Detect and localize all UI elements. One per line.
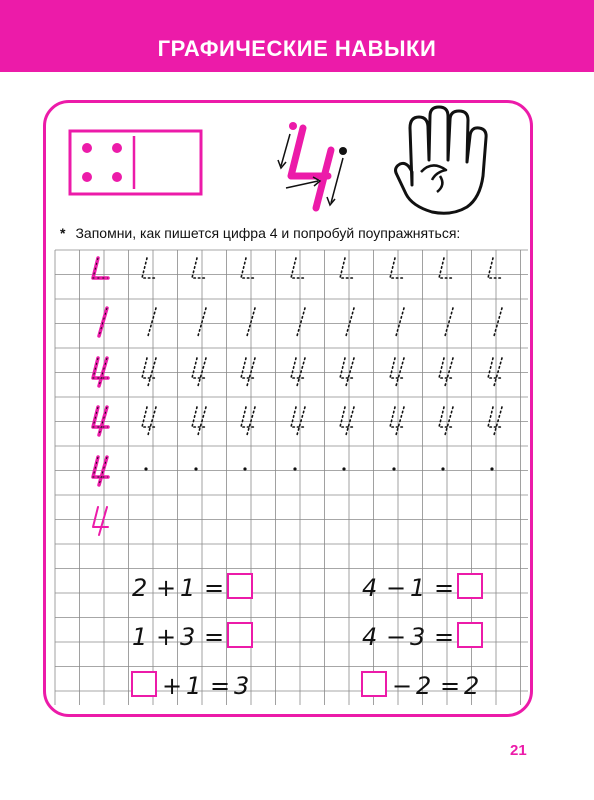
- operand-b: 1: [410, 574, 426, 602]
- dotted-digit-4: [192, 258, 207, 278]
- answer-box: [228, 623, 252, 647]
- dotted-digit-4: [346, 407, 354, 435]
- equals-sign: =: [440, 672, 461, 700]
- dotted-digit-4: [340, 258, 355, 278]
- equals-sign: =: [204, 574, 225, 602]
- dotted-digit-4: [192, 358, 207, 378]
- operator: −: [392, 672, 413, 700]
- start-dot: [293, 467, 296, 470]
- dotted-digit-4: [148, 308, 156, 336]
- dotted-digit-4: [494, 358, 502, 386]
- model-digit-4: [99, 407, 107, 435]
- page-number: 21: [510, 742, 527, 759]
- equals-sign: =: [434, 623, 455, 651]
- operand-a: 4: [362, 623, 378, 651]
- page-title: ГРАФИЧЕСКИЕ НАВЫКИ: [157, 36, 437, 61]
- operand-b: 2: [416, 672, 432, 700]
- dotted-digit-4: [445, 407, 453, 435]
- equals-sign: =: [434, 574, 455, 602]
- dotted-digit-4: [390, 407, 405, 427]
- dotted-digit-4: [488, 407, 503, 427]
- start-dot: [342, 467, 345, 470]
- start-dot: [243, 467, 246, 470]
- operand-b: 3: [180, 623, 196, 651]
- dotted-digit-4: [445, 358, 453, 386]
- dotted-digit-4: [340, 407, 355, 427]
- start-dot: [441, 467, 444, 470]
- operand-b: 1: [180, 574, 196, 602]
- operator: −: [386, 574, 407, 602]
- dotted-digit-4: [396, 358, 404, 386]
- operator: −: [386, 623, 407, 651]
- dotted-digit-4: [142, 407, 157, 427]
- dotted-digit-4: [439, 258, 454, 278]
- answer-box: [458, 574, 482, 598]
- dotted-digit-4: [142, 358, 157, 378]
- operator: +: [156, 623, 177, 651]
- dotted-digit-4: [346, 308, 354, 336]
- start-dot: [490, 467, 493, 470]
- answer-box: [458, 623, 482, 647]
- answer-box: [362, 672, 386, 696]
- dotted-digit-4: [396, 407, 404, 435]
- domino-four-dots-icon: [70, 131, 201, 194]
- result-value: 2: [464, 672, 480, 700]
- result-value: 3: [234, 672, 250, 700]
- dotted-digit-4: [488, 358, 503, 378]
- dotted-digit-4: [494, 308, 502, 336]
- digit-4-stroke-order-icon: [278, 122, 347, 208]
- dotted-digit-4: [291, 358, 306, 378]
- operand-a: 2: [132, 574, 148, 602]
- dotted-digit-4: [346, 358, 354, 386]
- dotted-digit-4: [439, 358, 454, 378]
- dotted-digit-4: [439, 407, 454, 427]
- model-digit-4: [99, 358, 107, 386]
- dotted-digit-4: [192, 407, 207, 427]
- model-digit-4: [99, 507, 107, 535]
- model-digit-4: [99, 457, 107, 485]
- answer-box: [132, 672, 156, 696]
- dotted-digit-4: [148, 407, 156, 435]
- dotted-digit-4: [396, 308, 404, 336]
- dotted-digit-4: [241, 358, 256, 378]
- equals-sign: =: [210, 672, 231, 700]
- dotted-digit-4: [297, 308, 305, 336]
- start-dot: [144, 467, 147, 470]
- equals-sign: =: [204, 623, 225, 651]
- dotted-digit-4: [390, 358, 405, 378]
- dotted-digit-4: [142, 258, 157, 278]
- operand-b: 3: [410, 623, 426, 651]
- answer-box: [228, 574, 252, 598]
- operand-b: 1: [186, 672, 202, 700]
- hand-four-fingers-icon: [396, 107, 487, 213]
- operator: +: [156, 574, 177, 602]
- dotted-digit-4: [291, 258, 306, 278]
- dotted-digit-4: [297, 407, 305, 435]
- dotted-digit-4: [340, 358, 355, 378]
- dotted-digit-4: [241, 407, 256, 427]
- dotted-digit-4: [494, 407, 502, 435]
- instruction-bullet: *: [60, 225, 66, 241]
- dotted-digit-4: [390, 258, 405, 278]
- operand-a: 4: [362, 574, 378, 602]
- operator: +: [162, 672, 183, 700]
- start-dot: [392, 467, 395, 470]
- dotted-digit-4: [297, 358, 305, 386]
- dotted-digit-4: [291, 407, 306, 427]
- instruction: [60, 225, 460, 241]
- start-dot: [194, 467, 197, 470]
- model-digit-4: [99, 308, 107, 336]
- tracing-area: [93, 258, 503, 535]
- dotted-digit-4: [445, 308, 453, 336]
- operand-a: 1: [132, 623, 148, 651]
- dotted-digit-4: [488, 258, 503, 278]
- dotted-digit-4: [148, 358, 156, 386]
- instruction-text: Запомни, как пишется цифра 4 и попробуй поупражняться:: [75, 225, 461, 241]
- dotted-digit-4: [241, 258, 256, 278]
